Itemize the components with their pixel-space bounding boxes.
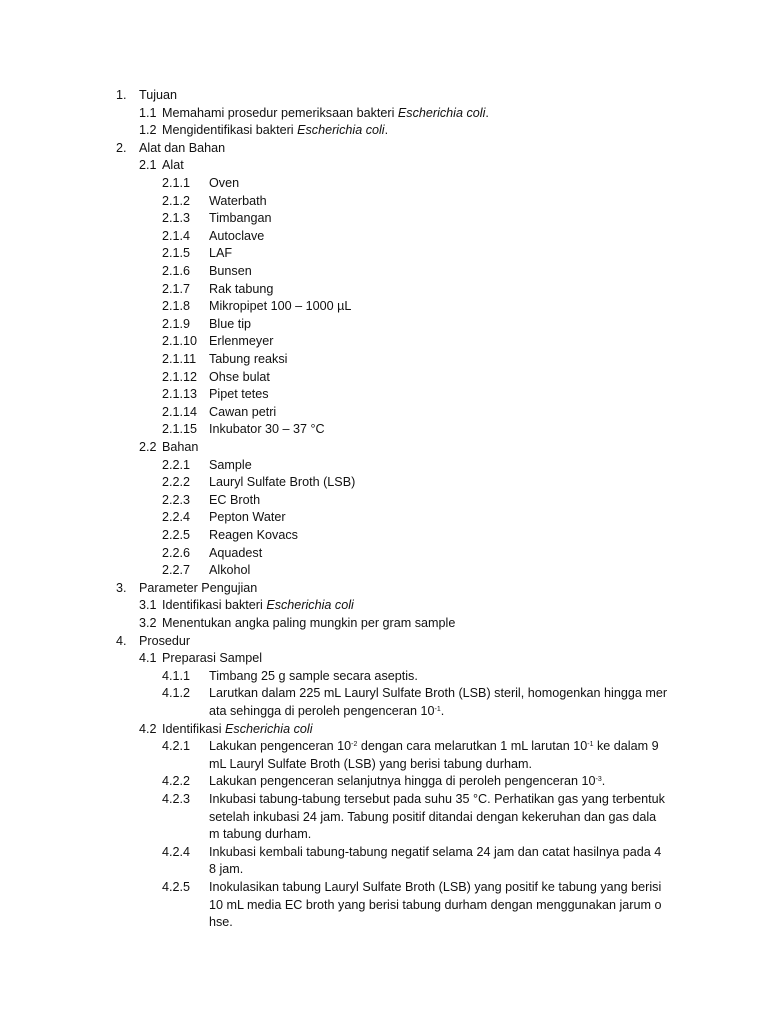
section-title: Cawan petri	[209, 404, 277, 419]
section-title: Alkohol	[209, 563, 251, 578]
section-number: 2.2.6	[162, 545, 191, 560]
section-title: Alat	[162, 158, 184, 173]
section-title: Prosedur	[139, 633, 191, 648]
section-title: EC Broth	[209, 492, 261, 507]
paragraph-text: hse.	[209, 915, 233, 930]
section-title: Blue tip	[209, 316, 252, 331]
section-number: 2.2.2	[162, 475, 191, 490]
section-number: 4.1.1	[162, 668, 191, 683]
paragraph-line	[209, 685, 667, 703]
section-number: 4.1.2	[162, 686, 191, 701]
paragraph-line	[209, 773, 605, 791]
title-punct: .	[485, 105, 489, 120]
section-number: 2.1.10	[162, 334, 198, 349]
section-title: Erlenmeyer	[209, 334, 274, 349]
paragraph-line	[209, 703, 444, 721]
paragraph-text: dengan cara melarutkan 1 mL larutan 10	[357, 739, 588, 754]
section-number: 2.1.5	[162, 246, 191, 261]
paragraph-text: ata sehingga di peroleh pengenceran 10	[209, 704, 435, 718]
section-title: Tujuan	[139, 88, 178, 102]
section-title: Bunsen	[209, 264, 252, 278]
section-number: 4.	[116, 633, 127, 648]
title-text: Mengidentifikasi bakteri	[162, 123, 298, 138]
section-number: 2.2.5	[162, 528, 191, 542]
paragraph-text: setelah inkubasi 24 jam. Tabung positif ditandai dengan kekeruhan dan gas dala	[209, 809, 657, 824]
paragraph-punct: .	[601, 774, 606, 789]
paragraph-text: 10 mL media EC broth yang berisi tabung durham dengan menggunakan jarum o	[209, 897, 662, 912]
section-title	[162, 105, 489, 123]
title-text: Identifikasi	[162, 721, 225, 736]
section-title: Alat dan Bahan	[139, 140, 226, 155]
section-title: Sample	[209, 457, 252, 472]
paragraph-line	[209, 897, 662, 915]
section-number: 3.1	[139, 598, 157, 613]
section-title: Parameter Pengujian	[139, 580, 258, 595]
section-title: Preparasi Sampel	[162, 651, 263, 666]
paragraph-text: Lakukan pengenceran selanjutnya hingga di peroleh pengenceran 10	[209, 774, 596, 789]
section-number: 4.2.4	[162, 844, 191, 859]
paragraph-line	[209, 879, 661, 897]
section-title: Mikropipet 100 – 1000 µL	[209, 299, 352, 314]
section-number: 2.1.9	[162, 316, 191, 331]
section-title: Menentukan angka paling mungkin per gram sample	[162, 616, 456, 630]
superscript-exponent: -1	[434, 706, 441, 713]
paragraph-line	[209, 914, 233, 932]
section-title: Ohse bulat	[209, 369, 270, 384]
title-text: Identifikasi bakteri	[162, 598, 267, 613]
section-number: 2.2.7	[162, 563, 191, 578]
section-number: 2.1.13	[162, 387, 198, 402]
paragraph-text: Inokulasikan tabung Lauryl Sulfate Broth (LSB) yang positif ke tabung yang berisi	[209, 880, 662, 894]
section-number: 2.1.6	[162, 264, 191, 278]
section-title	[162, 721, 313, 739]
section-number: 1.	[116, 88, 127, 102]
section-number: 1.2	[139, 123, 157, 138]
paragraph-line	[209, 809, 656, 827]
section-title	[162, 122, 388, 140]
title-punct: .	[384, 123, 389, 138]
paragraph-line	[209, 791, 665, 809]
section-title: LAF	[209, 246, 233, 261]
title-text: Memahami prosedur pemeriksaan bakteri	[162, 105, 398, 120]
superscript-exponent: -2	[351, 741, 358, 749]
paragraph-line	[209, 844, 661, 862]
paragraph-line	[209, 826, 311, 844]
section-number: 2.1.14	[162, 404, 198, 419]
paragraph-line	[209, 738, 659, 756]
section-number: 4.2.3	[162, 792, 191, 806]
section-title: Lauryl Sulfate Broth (LSB)	[209, 475, 356, 490]
section-number: 2.1.3	[162, 211, 191, 226]
species-name: Escherichia coli	[266, 598, 354, 613]
section-title: Inkubator 30 – 37 °C	[209, 422, 325, 437]
section-number: 4.2.5	[162, 880, 191, 894]
paragraph-text: Larutkan dalam 225 mL Lauryl Sulfate Broth (LSB) steril, homogenkan hingga mer	[209, 686, 668, 701]
section-number: 2.2.3	[162, 492, 191, 507]
superscript-exponent: -3	[595, 776, 602, 784]
paragraph-punct: .	[440, 704, 445, 718]
paragraph-text: m tabung durham.	[209, 827, 312, 842]
section-title: Autoclave	[209, 228, 265, 243]
section-number: 2.	[116, 140, 127, 155]
section-title: Oven	[209, 176, 240, 190]
section-number: 2.1.12	[162, 369, 198, 384]
section-title: Pipet tetes	[209, 387, 269, 402]
section-number: 2.1.4	[162, 228, 191, 243]
section-number: 2.1.1	[162, 176, 191, 190]
section-number: 2.1	[139, 158, 157, 173]
section-number: 2.1.11	[162, 352, 197, 366]
section-number: 2.1.2	[162, 193, 191, 208]
paragraph-text: ke dalam 9	[593, 739, 659, 754]
section-number: 3.2	[139, 616, 157, 630]
section-number: 4.2.1	[162, 739, 191, 754]
section-title: Reagen Kovacs	[209, 528, 298, 542]
section-number: 4.2.2	[162, 774, 191, 789]
section-number: 2.1.8	[162, 299, 191, 314]
section-title: Pepton Water	[209, 510, 286, 525]
section-number: 4.2	[139, 721, 157, 736]
section-title	[162, 597, 354, 615]
species-name: Escherichia coli	[225, 721, 313, 736]
paragraph-line: mL Lauryl Sulfate Broth (LSB) yang berisi tabung durham.	[209, 756, 532, 771]
section-title: Tabung reaksi	[209, 352, 288, 366]
section-title: Aquadest	[209, 545, 263, 560]
paragraph-text: 8 jam.	[209, 862, 244, 877]
paragraph-text: Lakukan pengenceran 10	[209, 739, 352, 754]
species-name: Escherichia coli	[297, 123, 385, 138]
paragraph-text: Inkubasi kembali tabung-tabung negatif selama 24 jam dan catat hasilnya pada 4	[209, 844, 662, 859]
section-title: Rak tabung	[209, 281, 274, 296]
section-number: 2.1.15	[162, 422, 198, 437]
section-number: 4.1	[139, 651, 157, 666]
section-number: 1.1	[139, 105, 157, 120]
superscript-exponent: -1	[587, 741, 594, 749]
section-number: 2.2.1	[162, 457, 191, 472]
section-title: Timbangan	[209, 211, 272, 226]
species-name: Escherichia coli	[397, 105, 486, 120]
section-title: Timbang 25 g sample secara aseptis.	[209, 668, 418, 683]
section-number: 2.1.7	[162, 281, 191, 296]
paragraph-line	[209, 861, 243, 879]
section-number: 2.2.4	[162, 510, 191, 525]
paragraph-text: Inkubasi tabung-tabung tersebut pada suhu 35 °C. Perhatikan gas yang terbentuk	[209, 792, 665, 806]
section-number: 3.	[116, 580, 127, 595]
section-title: Bahan	[162, 440, 199, 454]
section-title: Waterbath	[209, 193, 267, 208]
section-number: 2.2	[139, 440, 157, 454]
